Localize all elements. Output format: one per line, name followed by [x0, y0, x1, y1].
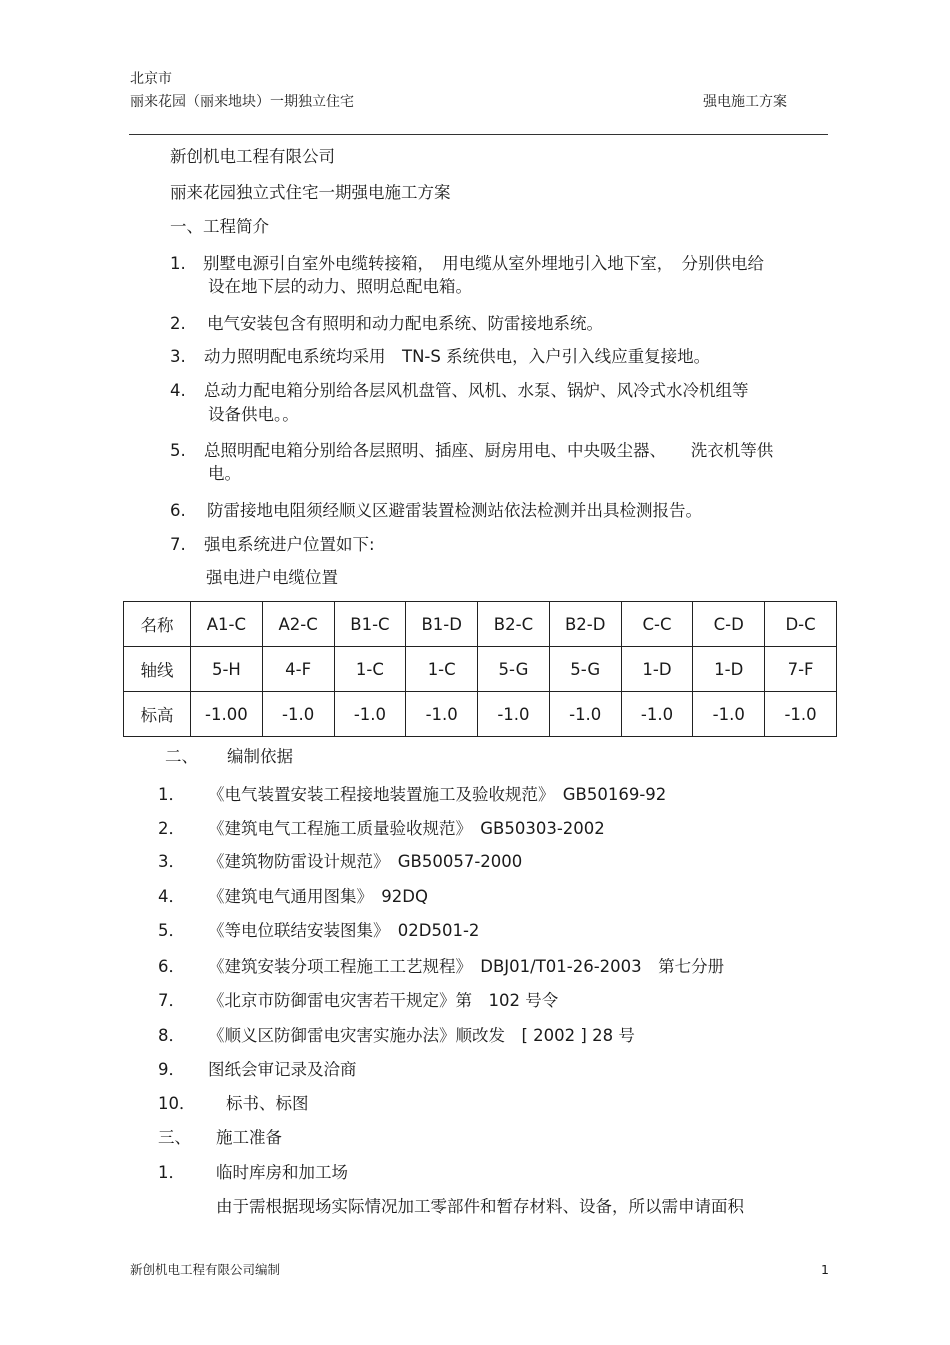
list-item-number: 1. — [170, 254, 186, 273]
table-cell: -1.0 — [549, 692, 621, 737]
list-item-text: 电气安装包含有照明和动力配电系统、防雷接地系统。 — [207, 314, 603, 333]
list-item-number: 6. — [170, 501, 186, 520]
table-cell: 1-C — [334, 647, 406, 692]
list-item-number: 2． — [158, 819, 185, 838]
list-item-number: 5. — [170, 441, 186, 460]
list-item-number: 8． — [158, 1026, 185, 1045]
list-item-number: 2. — [170, 314, 186, 333]
list-item-number: 3． — [158, 852, 185, 871]
paragraph: 由于需根据现场实际情况加工零部件和暂存材料、设备，所以需申请面积 — [216, 1197, 744, 1216]
table-cell: -1.0 — [262, 692, 334, 737]
list-item-text: 标书、标图 — [226, 1094, 309, 1113]
section1-heading: 一、工程简介 — [170, 217, 269, 236]
list-item-text: 图纸会审记录及洽商 — [208, 1060, 357, 1079]
list-item-text: 防雷接地电阻须经顺义区避雷装置检测站依法检测并出具检测报告。 — [207, 501, 702, 520]
list-item-number: 3. — [170, 347, 186, 366]
table-cell: D-C — [765, 602, 837, 647]
table-cell: B2-C — [478, 602, 550, 647]
table-cell: 1-C — [406, 647, 478, 692]
table-cell: B1-D — [406, 602, 478, 647]
list-item-number: 7． — [158, 991, 185, 1010]
list-item-text: 《建筑安装分项工程施工工艺规程》 DBJ01/T01-26-2003 第七分册 — [208, 957, 725, 976]
list-item-number: 1． — [158, 1163, 185, 1182]
header-rule — [129, 134, 828, 135]
table-caption: 强电进户电缆位置 — [206, 568, 338, 587]
list-item-text: 《建筑电气通用图集》 92DQ — [208, 887, 428, 906]
section2-heading-number: 二、 — [165, 747, 198, 766]
table-cell: B2-D — [549, 602, 621, 647]
list-item-text: 强电系统进户位置如下: — [204, 535, 375, 554]
list-item-number: 10． — [158, 1094, 196, 1113]
list-item-text: 动力照明配电系统均采用 TN-S 系统供电，入户引入线应重复接地。 — [204, 347, 711, 366]
row-header: 名称 — [124, 602, 191, 647]
list-item-number: 4. — [170, 381, 186, 400]
header-city: 北京市 — [130, 71, 172, 87]
list-item-number: 7. — [170, 535, 186, 554]
list-item-text-cont: 设在地下层的动力、照明总配电箱。 — [208, 277, 472, 296]
list-item-text-cont: 设备供电。。 — [208, 405, 299, 424]
table-cell: -1.00 — [191, 692, 263, 737]
table-cell: 7-F — [765, 647, 837, 692]
table-cell: 1-D — [693, 647, 765, 692]
list-item-text: 别墅电源引自室外电缆转接箱， 用电缆从室外埋地引入地下室， 分别供电给 — [203, 254, 764, 273]
page-number: 1 — [821, 1262, 829, 1277]
table-cell: C-D — [693, 602, 765, 647]
table-cell: A2-C — [262, 602, 334, 647]
row-header: 轴线 — [124, 647, 191, 692]
list-item-text: 总照明配电箱分别给各层照明、插座、厨房用电、中央吸尘器、 洗衣机等供 — [204, 441, 774, 460]
list-item-number: 6． — [158, 957, 185, 976]
table-row — [124, 602, 837, 647]
list-item-text: 《北京市防御雷电灾害若干规定》第 102 号令 — [208, 991, 559, 1010]
row-header: 标高 — [124, 692, 191, 737]
header-doc-type: 强电施工方案 — [703, 94, 787, 110]
list-item-text: 《电气装置安装工程接地装置施工及验收规范》 GB50169-92 — [208, 785, 667, 804]
table-cell: 1-D — [621, 647, 693, 692]
list-item-number: 9． — [158, 1060, 185, 1079]
list-item-number: 1． — [158, 785, 185, 804]
table-cell: -1.0 — [621, 692, 693, 737]
header-project: 丽来花园（丽来地块）一期独立住宅 — [130, 94, 354, 110]
table-row — [124, 692, 837, 737]
table-row — [124, 647, 837, 692]
table-cell: -1.0 — [478, 692, 550, 737]
table-cell: 5-H — [191, 647, 263, 692]
list-item-text: 《等电位联结安装图集》 02D501-2 — [208, 921, 480, 940]
table-cell: A1-C — [191, 602, 263, 647]
table-cell: C-C — [621, 602, 693, 647]
company-name: 新创机电工程有限公司 — [170, 147, 335, 166]
table-cell: 5-G — [549, 647, 621, 692]
table-cell: 4-F — [262, 647, 334, 692]
list-item-text: 《建筑电气工程施工质量验收规范》 GB50303-2002 — [208, 819, 605, 838]
list-item-number: 5． — [158, 921, 185, 940]
cable-entry-table — [123, 601, 837, 737]
document-title: 丽来花园独立式住宅一期强电施工方案 — [170, 183, 451, 202]
table-cell: -1.0 — [334, 692, 406, 737]
footer-company: 新创机电工程有限公司编制 — [130, 1262, 281, 1277]
list-item-text: 《建筑物防雷设计规范》 GB50057-2000 — [208, 852, 523, 871]
table-cell: B1-C — [334, 602, 406, 647]
list-item-text: 《顺义区防御雷电灾害实施办法》顺改发 [ 2002 ] 28 号 — [208, 1026, 635, 1045]
section2-heading: 编制依据 — [227, 747, 293, 766]
list-item-text-cont: 电。 — [208, 464, 241, 483]
section3-heading-number: 三、 — [158, 1128, 191, 1147]
list-item-text: 临时库房和加工场 — [216, 1163, 348, 1182]
section3-heading: 施工准备 — [216, 1128, 282, 1147]
list-item-number: 4． — [158, 887, 185, 906]
table-cell: -1.0 — [693, 692, 765, 737]
table-cell: -1.0 — [765, 692, 837, 737]
list-item-text: 总动力配电箱分别给各层风机盘管、风机、水泵、锅炉、风冷式水冷机组等 — [204, 381, 749, 400]
table-cell: 5-G — [478, 647, 550, 692]
table-cell: -1.0 — [406, 692, 478, 737]
